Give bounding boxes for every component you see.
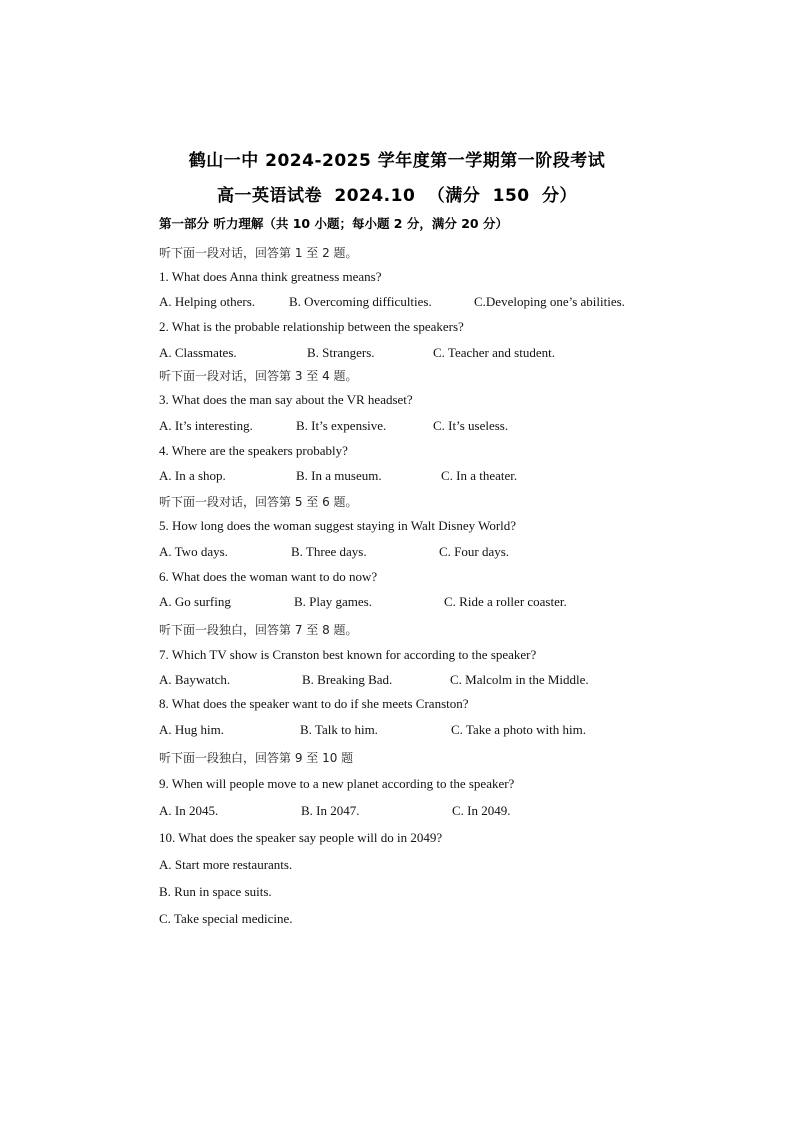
instruction-1: 听下面一段对话，回答第 1 至 2 题。: [159, 246, 358, 260]
q3-option-c: C. It’s useless.: [433, 418, 509, 433]
exam-subtitle: 高一英语试卷 2024.10 （满分 150 分）: [216, 186, 578, 206]
q10-option-b: B. Run in space suits.: [159, 884, 272, 899]
question-3: 3. What does the man say about the VR headset?: [159, 392, 413, 407]
question-2: 2. What is the probable relationship between the speakers?: [159, 319, 464, 334]
exam-title: 鹤山一中 2024-2025 学年度第一学期第一阶段考试: [188, 151, 606, 171]
q3-option-a: A. It’s interesting.: [159, 418, 253, 433]
question-10: 10. What does the speaker say people will do in 2049?: [159, 830, 443, 845]
q5-option-b: B. Three days.: [291, 544, 367, 559]
instruction-5: 听下面一段独白，回答第 9 至 10 题: [159, 751, 354, 765]
q6-option-c: C. Ride a roller coaster.: [444, 594, 567, 609]
q10-option-c: C. Take special medicine.: [159, 911, 293, 926]
q5-option-a: A. Two days.: [159, 544, 228, 559]
q7-option-a: A. Baywatch.: [159, 672, 231, 687]
q9-option-a: A. In 2045.: [159, 803, 219, 818]
instruction-3: 听下面一段对话，回答第 5 至 6 题。: [159, 495, 358, 509]
q1-option-a: A. Helping others.: [159, 294, 256, 309]
q9-option-b: B. In 2047.: [301, 803, 360, 818]
q8-option-b: B. Talk to him.: [300, 722, 378, 737]
q7-option-c: C. Malcolm in the Middle.: [450, 672, 589, 687]
q1-option-c: C.Developing one’s abilities.: [474, 294, 625, 309]
question-4: 4. Where are the speakers probably?: [159, 443, 348, 458]
question-1: 1. What does Anna think greatness means?: [159, 269, 382, 284]
q4-option-c: C. In a theater.: [441, 468, 518, 483]
q8-option-a: A. Hug him.: [159, 722, 224, 737]
q8-option-c: C. Take a photo with him.: [451, 722, 586, 737]
q6-option-a: A. Go surfing: [159, 594, 231, 609]
q3-option-b: B. It’s expensive.: [296, 418, 387, 433]
instruction-4: 听下面一段独白，回答第 7 至 8 题。: [159, 623, 358, 637]
question-9: 9. When will people move to a new planet according to the speaker?: [159, 776, 515, 791]
section-heading: 第一部分 听力理解（共 10 小题；每小题 2 分，满分 20 分）: [159, 216, 508, 231]
q4-option-a: A. In a shop.: [159, 468, 226, 483]
question-7: 7. Which TV show is Cranston best known for according to the speaker?: [159, 647, 537, 662]
q2-option-c: C. Teacher and student.: [433, 345, 555, 360]
q10-option-a: A. Start more restaurants.: [159, 857, 293, 872]
q9-option-c: C. In 2049.: [452, 803, 511, 818]
question-8: 8. What does the speaker want to do if she meets Cranston?: [159, 696, 469, 711]
q5-option-c: C. Four days.: [439, 544, 510, 559]
q1-option-b: B. Overcoming difficulties.: [289, 294, 432, 309]
q2-option-b: B. Strangers.: [307, 345, 375, 360]
q2-option-a: A. Classmates.: [159, 345, 237, 360]
question-6: 6. What does the woman want to do now?: [159, 569, 378, 584]
instruction-2: 听下面一段对话，回答第 3 至 4 题。: [159, 369, 358, 383]
q7-option-b: B. Breaking Bad.: [302, 672, 393, 687]
q4-option-b: B. In a museum.: [296, 468, 382, 483]
q6-option-b: B. Play games.: [294, 594, 372, 609]
question-5: 5. How long does the woman suggest staying in Walt Disney World?: [159, 518, 517, 533]
